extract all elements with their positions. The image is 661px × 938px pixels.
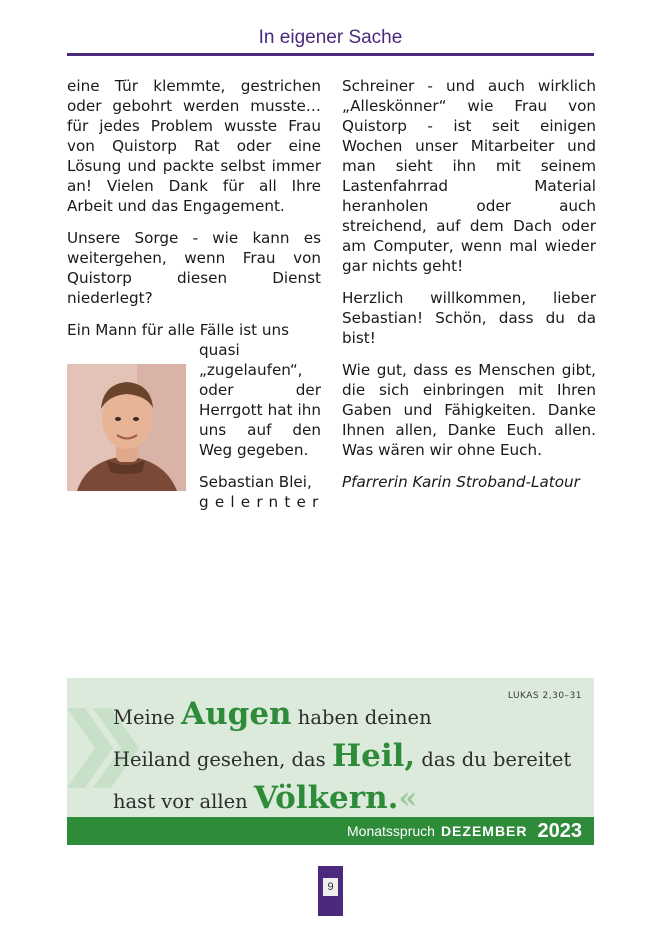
- side-tracked-word: gelernter: [199, 493, 325, 511]
- right-column: [342, 76, 596, 492]
- right-paragraph-3: Wie gut, dass es Menschen gibt, die sich einbringen mit Ihren Gaben und Fähigkeiten. Danke Ihnen allen, Danke Euch allen. Was wären wir ohne Euch.: [342, 361, 596, 459]
- left-column: [67, 76, 325, 511]
- photo-row: [67, 340, 325, 511]
- page-number: 9: [323, 878, 338, 896]
- right-paragraph-2: Herzlich willkommen, lieber Sebastian! Schön, dass du da bist!: [342, 289, 596, 347]
- closing-quote-mark: «: [398, 781, 418, 816]
- verse-text: [113, 695, 593, 821]
- verse-text-part: haben deinen: [291, 706, 432, 729]
- verse-text-part: Meine: [113, 706, 182, 729]
- right-paragraph-1: Schreiner - und auch wirklich „Alleskönner“ wie Frau von Quistorp - ist seit einigen Wochen unser Mitarbeiter und man sieht ihn mit seinem Lastenfahrrad Material heranholen oder auch streichend, auf dem Dach oder am Computer, wenn mal wieder gar nichts geht!: [342, 77, 596, 275]
- verse-text-part: Heiland gesehen, das: [113, 748, 332, 771]
- photo-side-text: [199, 340, 325, 512]
- bar-year: 2023: [537, 819, 582, 842]
- bar-month: DEZEMBER: [440, 823, 528, 839]
- verse-highlight-augen: Augen: [181, 696, 292, 732]
- verse-footer-bar: [67, 817, 594, 845]
- verse-line-2: [113, 737, 593, 779]
- verse-text-part: hast vor allen: [113, 790, 254, 813]
- verse-text-part: das du bereitet: [415, 748, 572, 771]
- verse-line-1: [113, 695, 593, 737]
- verse-highlight-heil: Heil,: [331, 738, 416, 774]
- verse-highlight-voelkern: Völkern.: [253, 780, 399, 816]
- left-paragraph-1: eine Tür klemmte, gestrichen oder gebohrt werden musste… für jedes Problem wusste Frau von Quistorp Rat oder eine Lösung und packte selbst immer an! Vielen Dank für all Ihre Arbeit und das Engagement.: [67, 77, 321, 215]
- verse-line-3: [113, 779, 593, 821]
- left-paragraph-3-intro: Ein Mann für alle Fälle ist uns: [67, 321, 290, 339]
- page-header-title: In eigener Sache: [258, 27, 403, 48]
- portrait-photo: [67, 364, 186, 491]
- side-paragraph: quasi „zugelaufen“, oder der Herrgott hat ihn uns auf den Weg gegeben.: [199, 341, 321, 459]
- verse-reference: LUKAS 2,30–31: [507, 691, 582, 701]
- bar-label: Monatsspruch: [347, 823, 435, 839]
- header-rule: [67, 53, 594, 56]
- side-name: Sebastian Blei,: [199, 473, 312, 491]
- left-paragraph-2: Unsere Sorge - wie kann es weitergehen, wenn Frau von Quistorp diesen Dienst niederlegt?: [67, 229, 321, 307]
- portrait-illustration: [67, 364, 186, 491]
- monthly-verse-box: [67, 678, 594, 845]
- signature: Pfarrerin Karin Stroband-Latour: [342, 473, 580, 491]
